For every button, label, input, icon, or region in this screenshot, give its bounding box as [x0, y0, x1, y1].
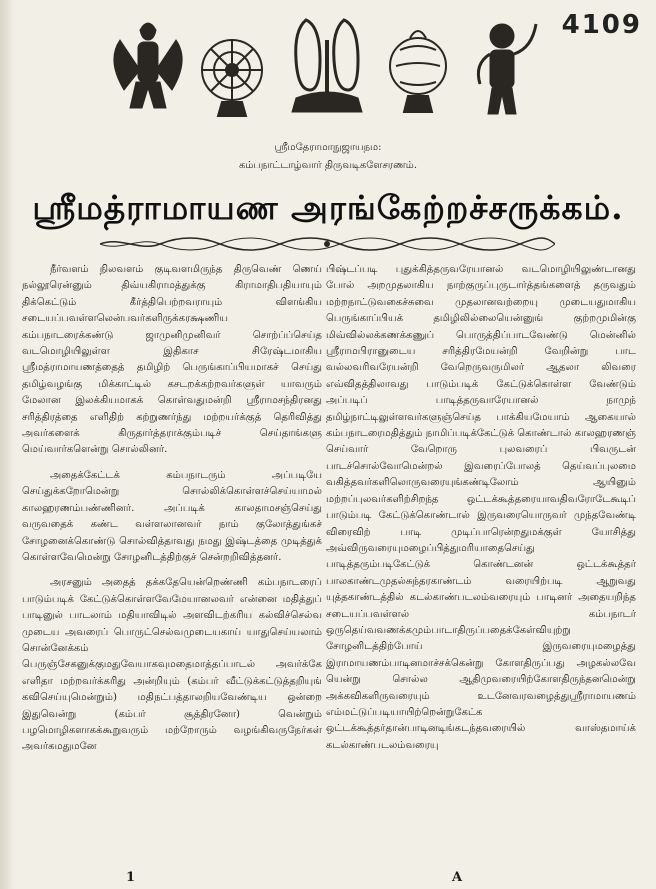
page-signature-right: A: [452, 870, 463, 885]
catalog-number: 4109: [561, 10, 642, 40]
left-paragraph-2: அதைக்கேட்டக் கம்பநாடரும் அப்படியே செய்துக்கறோமென்று சொல்லிக்கொள்ளச்செய்யாமல் காலஹரணம்பண்ணினர். அப்படிக் காலதாமசஞ்செய்து வருவதைக் கண்ட வள்ளலானவர் நாம் குலோத்துங்கச் சோழனைக்கொண்டு சொல்வித்தாவது நமது இஷ்டத்தை முடித்துக் கொள்ளவேமென்று சோழனிடத்திற்குச் சென்றறிவித்தனர்.: [22, 469, 322, 563]
ornamental-divider-svg: [100, 236, 555, 252]
hanuman-figure-icon: [478, 24, 536, 114]
garuda-figure-icon: [114, 23, 182, 108]
invocation-line-2: கம்பநாட்டாழ்வார் திருவடிகளேசரணம்.: [238, 160, 418, 171]
emblem-row-svg: [100, 10, 560, 120]
left-paragraph-3: அரசனும் அதைத் தக்கதேயென்றெண்ணி கம்பநாடரைப் பாடும்படிக் கேட்டுக்கொள்ளவேமேயானலவர் என்னை மதித்துப் பாடினுல் பாடலாம் மதியாவிடில் அளவிடற்கரிய கல்விச்செல்வ முடைய அவரைப் பொருட்செல்வமுடையகாய் யாதுசெய்யலாம் சொன்னேக்கம் பெருஞ்சேகனுக்குமதுவேயாகவுமதைமாத்தப்பாடல் அவர்க்கே எளிதா மற்றவர்க்கரிது அன்றியும் (கம்பர் வீட்டுக்கட்டுத்தறியுங் கவிசெய்யுமென்றும்) மதிநட்பத்தாலறியவேண்டிய ஒன்றை இதுவென்று (கம்பர் சூத்திரனோ) வென்றும் பழமொழிகளாகக்கூறுவரும் மற்றோரும் வழங்கிவருநேர்கள் அவர்கமதுமனே: [22, 577, 322, 753]
left-paragraph-1: நீர்வளம் நிலவளம் குடிவளமிருந்த திருவெண் ணெய் நல்லூரென்னும் திவ்யகிராமத்துக்கு கிராமாதிபதியாயும் திக்கெட்டும் கீர்த்திபெற்றவராயும் விளங்கிய சடையப்பவள்ளலென்பவர்களிருக்கரக்ஷணிய கம்பநாடரைக்கண்டு ஜாமுனிமுனிவர் சொற்ப்ப்செய்த வடமொழியிலுள்ள இதிகாச சிரேஷ்டமாகிய ஸ்ரீமத்ராமாயணத்தைத் தமிழிற் பெருங்காப்பியமாகச் செய்து தமிழ்வழங்கு மிக்காட்டில் கசடறக்கற்றவர்களுள் யாவரும் மேலான இலக்கியமாகக் கொள்வதுமன்றி ஸ்ரீராமசந்திரனது சரித்திரத்தை எளிதிற் கற்றுணர்ந்து மற்றயர்க்குத் தெரிவித்து அவர்களைக் கிருதார்த்தராக்கும்படிச் செய்தாங்களு மெய்வார்களென்று சொல்லினர்.: [22, 264, 322, 456]
page-number-left: 1: [126, 870, 136, 885]
sacred-feet-icon: [292, 20, 362, 112]
right-paragraph-1: பிஷ்டப்படி புதுக்கித்தருவரேயானல் வடமொழியிலுண்டானது போல் அறமுதலாகிய நாற்குருப்புருடார்த்தங்களைத் தருவதும் மற்றநாட்டுவகைச்சுவை முதலானவற்றையு முடையதுமாகிய பெருங்காப்பியக் தமிழிலில்லையென்னுங் குற்றமுமின்கு மிவ்வில்லக்கணக்கணுப் பொருத்திப்பாடவேண்டு மென்னில் ஸ்ரீராமபிரானுடைய சரித்திரமேயன்றி வேறின்று பாட வல்லவரிவரேயன்றி வேறெருவருமிலர் ஆதலா லிவரை எவ்விதத்திலாவது பாடும்படிக் கேட்டுக்கொள்ள வேண்டும் அப்படிப் பாடித்தருவாரேயானல் நாமுந் தமிழ்நாட்டிலுள்ளவர்களுஞ்செய்த பாக்கியமேயாம் ஆகையால் கம்பநாடரைமதித்தும் நாமிப்படிக்கேட்டுக் கொண்டால் காலஹரணஞ் செய்வார் வேறொரு புலவரைப் பிவருடன் பாடச்சொல்வோமென்றல் இவரைப்போலத் தெய்வப்புலமை வகித்தவர்களிலொருவரையுங்கண்டிலோம் ஆயினும் மற்றப்புலவர்களிற்சிறந்த ஒட்டக்கூத்தரையாவதிவரோடேகூடிப் பாடும்படி கேட்டுக்கொண்டால் இருவரையொருவர் முந்தவேண்டி விரைவிற் பாடி முடிப்பாரென்றதுமக்குள் யோசித்து அவ்விருவரையுமழைப்பித்துமரியாதைசெய்து பாடித்தரும்படிகேட்டுக் கொண்டனன் ஒட்டக்கூத்தர் பாலகாண்டமுதல்சுந்தரகாண்டம் வரையிற்படி ஆறுவது யுத்தகாண்டத்தில் கடல்காண்படலம்வரையும் பாடினர் அதையறிந்த சடையப்பவள்ளல் கம்பநாடர் ஒருதெய்வவணக்கமும்பாடாதிருப்பதைக்கேள்வியுற்று சோழனிடத்திற்போய் இருவரையுமழைத்து இராமாயணம்பாடினமாச்சக்கென்று கோளதிருப்பது அழகல்லவே யென்று சொல்ல ஆதிமுவரையிற்கோளதிருந்தனமென்று அக்கவிகளிருவரையும் உடனேவரவழைத்துஸ்ரீராமாயணம் எம்மட்டுப்படியாயிற்றென்றுகேட்க ஒட்டக்கூத்தர்தான்பாடினடிங்கடந்தவரையில் வாஸ்தமாய்க் கடல்காண்படலம்வரையு: [326, 264, 636, 751]
discus-chakra-icon: [202, 40, 262, 116]
conch-icon: [390, 31, 446, 112]
page-title: ஸ்ரீமத்ராமாயண அரங்கேற்றச்சருக்கம்.: [32, 188, 624, 227]
left-text-column: [22, 262, 322, 863]
invocation-line-1: ஸ்ரீமதேராமாநுஜாயநம:: [274, 142, 382, 153]
ornamental-divider: [100, 236, 555, 252]
right-text-column: [326, 262, 636, 863]
page-fold-shadow: [0, 0, 14, 889]
emblem-row: [100, 10, 560, 120]
